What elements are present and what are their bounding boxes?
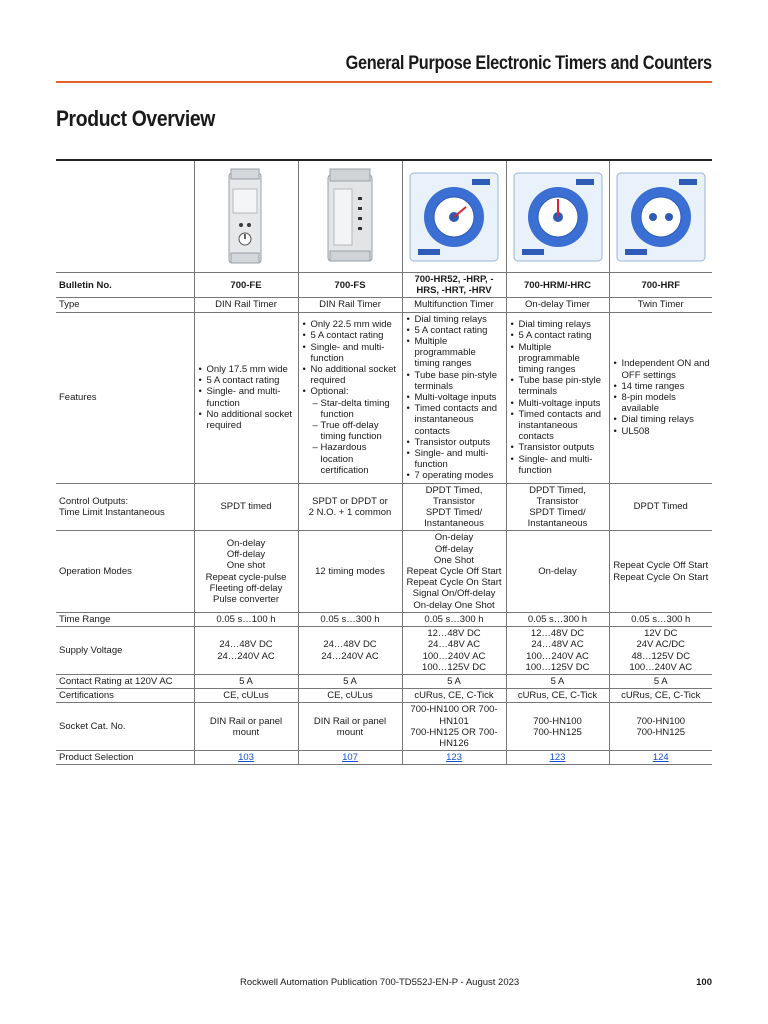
socket-cell: 700-HN100 700-HN125 bbox=[506, 703, 609, 751]
features-list bbox=[301, 319, 400, 476]
certifications-row bbox=[56, 689, 712, 703]
supply-voltage-cell: 12…48V DC 24…48V AC 100…240V AC 100…125V DC bbox=[402, 627, 506, 675]
feature-item: • Dial timing relays bbox=[519, 319, 607, 330]
type-row bbox=[56, 298, 712, 312]
page-number: 100 bbox=[696, 977, 712, 988]
feature-item: • 8-pin models available bbox=[622, 392, 711, 414]
page-title: Product Overview bbox=[56, 106, 215, 131]
operation-modes-row bbox=[56, 531, 712, 612]
row-label: Time Range bbox=[56, 612, 194, 626]
features-list bbox=[612, 358, 711, 436]
row-label: Operation Modes bbox=[56, 531, 194, 612]
supply-voltage-cell: 12V DC 24V AC/DC 48…125V DC 100…240V AC bbox=[609, 627, 712, 675]
product-selection-link[interactable]: 107 bbox=[342, 752, 358, 764]
bulletin-number: 700-HRF bbox=[609, 273, 712, 298]
bulletin-number: 700-HR52, -HRP, -HRS, -HRT, -HRV bbox=[402, 273, 506, 298]
type-cell: DIN Rail Timer bbox=[194, 298, 298, 312]
socket-cell: 700-HN100 700-HN125 bbox=[609, 703, 712, 751]
operation-modes-cell: Repeat Cycle Off Start Repeat Cycle On Start bbox=[609, 531, 712, 612]
product-selection-link[interactable]: 123 bbox=[549, 752, 566, 764]
product-image-cell bbox=[506, 160, 609, 273]
certifications-cell: CE, cULus bbox=[194, 689, 298, 703]
din-rail-timer-image bbox=[195, 161, 298, 272]
row-label: Product Selection bbox=[56, 751, 194, 765]
feature-item: • Multiple programmable timing ranges bbox=[519, 342, 607, 376]
bulletin-row bbox=[56, 273, 712, 298]
feature-item: • Multi-voltage inputs bbox=[415, 392, 504, 403]
operation-modes-cell: On-delay bbox=[506, 531, 609, 612]
dial-timer-image bbox=[403, 161, 506, 272]
feature-item: • 7 operating modes bbox=[415, 470, 504, 481]
feature-subitem: – True off-delay timing function bbox=[321, 420, 400, 442]
control-outputs-cell: DPDT Timed, Transistor SPDT Timed/ Instantaneous bbox=[402, 483, 506, 531]
operation-modes-cell: 12 timing modes bbox=[298, 531, 402, 612]
supply-voltage-cell: 24…48V DC 24…240V AC bbox=[194, 627, 298, 675]
product-image-cell bbox=[194, 160, 298, 273]
product-overview-table bbox=[56, 159, 712, 765]
feature-item: • Single- and multi-function bbox=[311, 342, 400, 364]
header-rule bbox=[56, 81, 712, 83]
empty-corner-cell bbox=[56, 160, 194, 273]
contact-rating-cell: 5 A bbox=[609, 674, 712, 688]
feature-item: • Only 22.5 mm wide bbox=[311, 319, 400, 330]
features-cell bbox=[298, 312, 402, 483]
control-outputs-cell: SPDT or DPDT or 2 N.O. + 1 common bbox=[298, 483, 402, 531]
row-label: Control Outputs: Time Limit Instantaneous bbox=[56, 483, 194, 531]
feature-item: • Single- and multi-function bbox=[519, 454, 607, 476]
product-selection-row bbox=[56, 751, 712, 765]
product-selection-link[interactable]: 123 bbox=[446, 752, 462, 764]
features-cell bbox=[194, 312, 298, 483]
type-cell: On-delay Timer bbox=[506, 298, 609, 312]
feature-item: • No additional socket required bbox=[207, 409, 296, 431]
contact-rating-cell: 5 A bbox=[298, 674, 402, 688]
certifications-cell: cURus, CE, C-Tick bbox=[402, 689, 506, 703]
time-range-cell: 0.05 s…300 h bbox=[298, 612, 402, 626]
product-image-cell bbox=[298, 160, 402, 273]
socket-row bbox=[56, 703, 712, 751]
feature-item: • 5 A contact rating bbox=[311, 330, 400, 341]
footer-publication: Rockwell Automation Publication 700-TD552J-EN-P - August 2023 bbox=[240, 977, 520, 988]
feature-item: • 14 time ranges bbox=[622, 381, 711, 392]
feature-item: • Transistor outputs bbox=[415, 437, 504, 448]
bulletin-number: 700-FS bbox=[298, 273, 402, 298]
contact-rating-cell: 5 A bbox=[506, 674, 609, 688]
row-label: Supply Voltage bbox=[56, 627, 194, 675]
feature-item: • Transistor outputs bbox=[519, 442, 607, 453]
feature-item: • Tube base pin-style terminals bbox=[415, 370, 504, 392]
time-range-cell: 0.05 s…100 h bbox=[194, 612, 298, 626]
feature-item: • Tube base pin-style terminals bbox=[519, 375, 607, 397]
product-selection-link[interactable]: 124 bbox=[652, 752, 669, 764]
time-range-cell: 0.05 s…300 h bbox=[506, 612, 609, 626]
features-list bbox=[509, 319, 607, 476]
feature-item: • Single- and multi-function bbox=[415, 448, 504, 470]
twin-dial-timer-image bbox=[610, 161, 713, 272]
type-cell: DIN Rail Timer bbox=[298, 298, 402, 312]
feature-item: • UL508 bbox=[622, 426, 711, 437]
certifications-cell: CE, cULus bbox=[298, 689, 402, 703]
product-image-row bbox=[56, 160, 712, 273]
feature-item: • 5 A contact rating bbox=[415, 325, 504, 336]
din-rail-timer-image bbox=[299, 161, 402, 272]
feature-item: • 5 A contact rating bbox=[519, 330, 607, 341]
product-image-cell bbox=[402, 160, 506, 273]
feature-item: • Multiple programmable timing ranges bbox=[415, 336, 504, 370]
supply-voltage-row bbox=[56, 627, 712, 675]
feature-item: • Dial timing relays bbox=[415, 314, 504, 325]
row-label: Socket Cat. No. bbox=[56, 703, 194, 751]
feature-item: • Independent ON and OFF settings bbox=[622, 358, 711, 380]
time-range-cell: 0.05 s…300 h bbox=[609, 612, 712, 626]
feature-item: • Dial timing relays bbox=[622, 414, 711, 425]
feature-item: • Only 17.5 mm wide bbox=[207, 364, 296, 375]
contact-rating-cell: 5 A bbox=[194, 674, 298, 688]
type-cell: Multifunction Timer bbox=[402, 298, 506, 312]
time-range-row bbox=[56, 612, 712, 626]
operation-modes-cell: On-delay Off-delay One shot Repeat cycle-pulse Fleeting off-delay Pulse converter bbox=[194, 531, 298, 612]
feature-item: • Timed contacts and instantaneous contacts bbox=[415, 403, 504, 437]
feature-item: • Optional: – Star-delta timing function – True off-delay timing function – Hazardous location certification bbox=[311, 386, 400, 476]
certifications-cell: cURus, CE, C-Tick bbox=[506, 689, 609, 703]
dial-timer-image bbox=[507, 161, 609, 272]
control-outputs-row bbox=[56, 483, 712, 531]
supply-voltage-cell: 12…48V DC 24…48V AC 100…240V AC 100…125V DC bbox=[506, 627, 609, 675]
features-cell bbox=[402, 312, 506, 483]
row-label: Type bbox=[56, 298, 194, 312]
features-list bbox=[197, 364, 296, 431]
row-label: Contact Rating at 120V AC bbox=[56, 674, 194, 688]
features-cell bbox=[506, 312, 609, 483]
feature-subitem: – Star-delta timing function bbox=[321, 398, 400, 420]
product-selection-link[interactable]: 103 bbox=[238, 752, 254, 764]
socket-cell: DIN Rail or panel mount bbox=[298, 703, 402, 751]
bulletin-number: 700-HRM/-HRC bbox=[506, 273, 609, 298]
feature-item: • Multi-voltage inputs bbox=[519, 398, 607, 409]
time-range-cell: 0.05 s…300 h bbox=[402, 612, 506, 626]
product-image-cell bbox=[609, 160, 712, 273]
feature-sublist bbox=[311, 398, 400, 476]
row-label: Features bbox=[56, 312, 194, 483]
bulletin-number: 700-FE bbox=[194, 273, 298, 298]
header-title: General Purpose Electronic Timers and Counters bbox=[345, 53, 712, 74]
control-outputs-cell: DPDT Timed bbox=[609, 483, 712, 531]
socket-cell: DIN Rail or panel mount bbox=[194, 703, 298, 751]
contact-rating-cell: 5 A bbox=[402, 674, 506, 688]
feature-item: • No additional socket required bbox=[311, 364, 400, 386]
features-cell bbox=[609, 312, 712, 483]
certifications-cell: cURus, CE, C-Tick bbox=[609, 689, 712, 703]
control-outputs-cell: DPDT Timed, Transistor SPDT Timed/ Instantaneous bbox=[506, 483, 609, 531]
contact-rating-row bbox=[56, 674, 712, 688]
control-outputs-cell: SPDT timed bbox=[194, 483, 298, 531]
feature-subitem: – Hazardous location certification bbox=[321, 442, 400, 476]
features-list bbox=[405, 314, 504, 482]
feature-item: • Timed contacts and instantaneous contacts bbox=[519, 409, 607, 443]
features-row bbox=[56, 312, 712, 483]
feature-item: • Single- and multi-function bbox=[207, 386, 296, 408]
supply-voltage-cell: 24…48V DC 24…240V AC bbox=[298, 627, 402, 675]
operation-modes-cell: On-delay Off-delay One Shot Repeat Cycle Off Start Repeat Cycle On Start Signal On/Off-delay On-delay One Shot bbox=[402, 531, 506, 612]
feature-item: • 5 A contact rating bbox=[207, 375, 296, 386]
row-label: Certifications bbox=[56, 689, 194, 703]
bulletin-label: Bulletin No. bbox=[56, 273, 194, 298]
socket-cell: 700-HN100 OR 700-HN101 700-HN125 OR 700-HN126 bbox=[402, 703, 506, 751]
type-cell: Twin Timer bbox=[609, 298, 712, 312]
